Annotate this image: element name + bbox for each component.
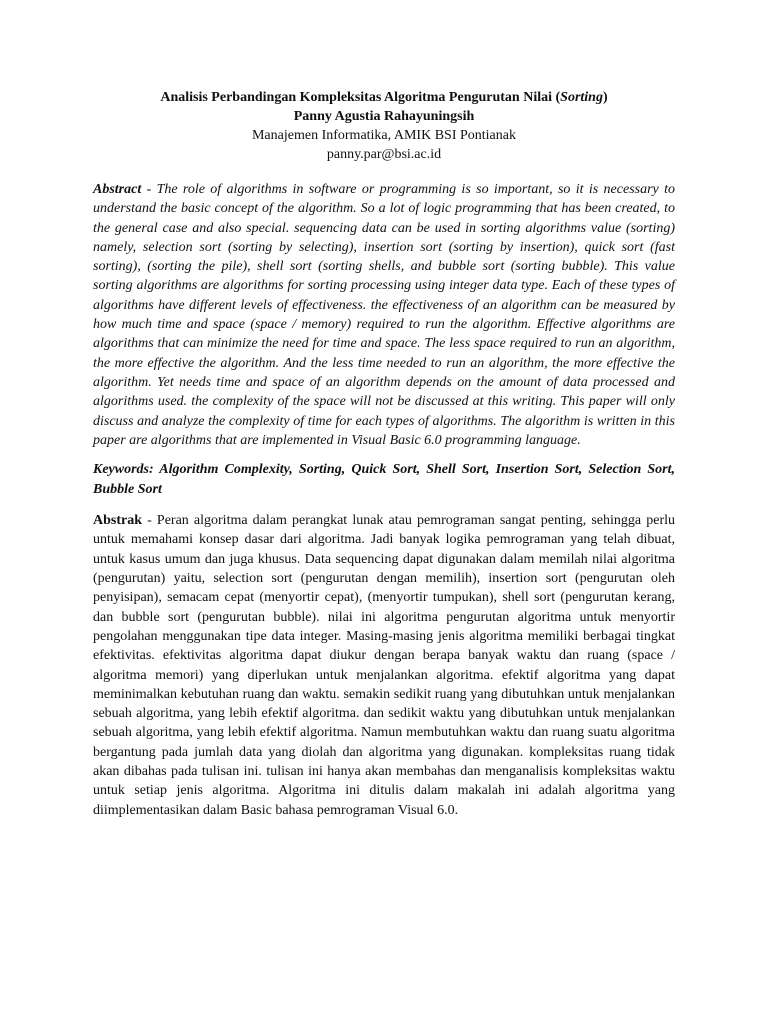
paper-title-main: Analisis Perbandingan Kompleksitas Algoritma Pengurutan Nilai ( (160, 90, 561, 105)
paper-title-italic: Sorting (560, 90, 603, 105)
abstract-indonesian-label: Abstrak (93, 513, 143, 529)
abstract-indonesian (93, 511, 675, 820)
paper-title (93, 88, 675, 107)
author-affiliation: Manajemen Informatika, AMIK BSI Pontianak (251, 128, 516, 143)
abstract-indonesian-text: - Peran algoritma dalam perangkat lunak atau pemrograman sangat penting, sehingga perlu untuk memahami konsep dasar dari algoritma. Jadi banyak logika pemrograman yang telah dibuat, untuk kasus umum dan juga khusus. Data sequencing dapat digunakan dalam memilah nilai algoritma (pengurutan) yaitu, selection sort (pengurutan dengan memilih), insertion sort (pengurutan oleh penyisipan), semacam cepat (menyortir cepat), (menyortir tumpukan), shell sort (pengurutan kerang, dan bubble sort (pengurutan bubble). nilai ini algoritma pengurutan algoritma untuk menyortir pengolahan menggunakan tipe data integer. Masing-masing jenis algoritma memiliki berbagai tingkat efektivitas. efektivitas algoritma dapat diukur dengan berapa banyak waktu dan ruang (space / algoritma memori) yang diperlukan untuk menjalankan algoritma. efektif algoritma yang dapat meminimalkan kebutuhan ruang dan waktu. semakin sedikit ruang yang dibutuhkan untuk menjalankan sebuah algoritma, yang lebih efektif algoritma. dan sedikit waktu yang dibutuhkan untuk menjalankan sebuah algoritma, yang lebih efektif algoritma. Namun membutuhkan waktu dan ruang suatu algoritma bergantung pada jumlah data yang diolah dan algoritma yang digunakan. kompleksitas ruang tidak akan dibahas pada tulisan ini. tulisan ini hanya akan membahas dan menganalisis kompleksitas waktu untuk setiap jenis algoritma. Algoritma ini ditulis dalam makalah ini adalah algoritma yang diimplementasikan dalam Basic bahasa pemrograman Visual 6.0. (93, 513, 675, 818)
abstract-english (93, 180, 675, 450)
abstract-english-text: - The role of algorithms in software or programming is so important, so it is necessary to understand the basic concept of the algorithm. So a lot of logic programming that has been created, to the general case and also special. sequencing data can be used in sorting algorithms value (sorting) namely, selection sort (sorting by selecting), insertion sort (sorting by insertion), quick sort (fast sorting), (sorting the pile), shell sort (sorting shells, and bubble sort (sorting bubble). This value sorting algorithms are algorithms for sorting processing using integer data type. Each of these types of algorithms have different levels of effectiveness. the effectiveness of an algorithm can be measured by how much time and space (space / memory) required to run the algorithm. Effective algorithms are algorithms that can minimize the need for time and space. The less space required to run an algorithm, the more effective the algorithm. And the less time needed to run an algorithm, the more effective the algorithm. Yet needs time and space of an algorithm depends on the amount of data processed and algorithms used. the complexity of the space will not be discussed at this writing. This paper will only discuss and analyze the complexity of time for each types of algorithms. The algorithm is written in this paper are algorithms that are implemented in Visual Basic 6.0 programming language. (93, 182, 675, 448)
paper-header (93, 88, 675, 164)
paper-title-end: ) (602, 90, 608, 105)
abstract-english-label: Abstract (93, 182, 142, 197)
author-email: panny.par@bsi.ac.id (326, 147, 442, 162)
keywords: Keywords: Algorithm Complexity, Sorting, Quick Sort, Shell Sort, Insertion Sort, Selection Sort, Bubble Sort (93, 462, 675, 497)
author-name: Panny Agustia Rahayuningsih (293, 109, 475, 124)
paper-page (93, 88, 675, 820)
